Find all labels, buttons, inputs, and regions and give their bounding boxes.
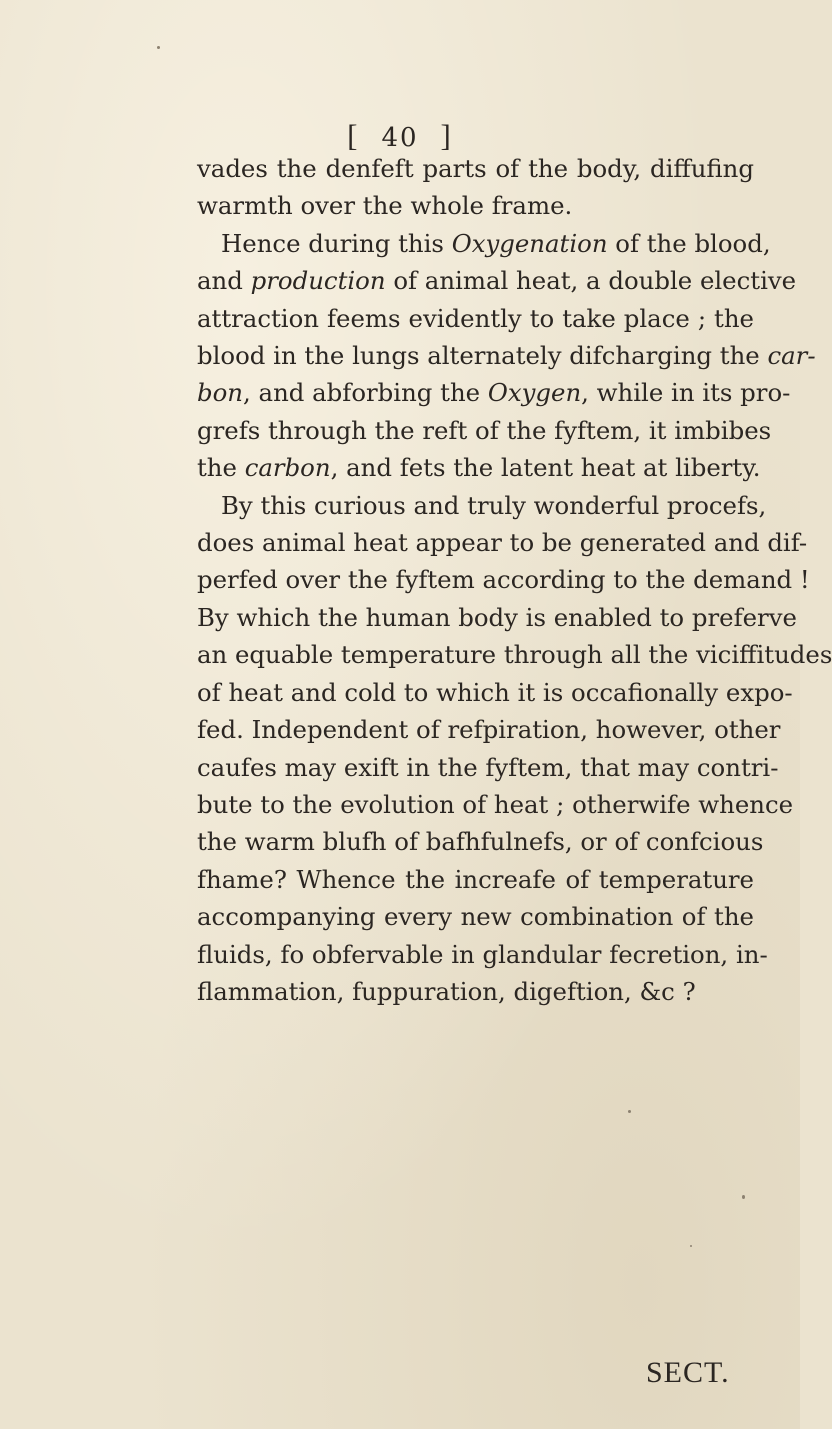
text-run: blood in the lungs alternately difcharging the — [197, 341, 768, 371]
text-line — [197, 225, 771, 262]
text-run: fhame? Whence the increafe of temperature — [197, 864, 754, 894]
page-number: 40 — [381, 123, 419, 153]
text-run: perfed over the fyftem according to the demand ! — [197, 565, 810, 595]
text-line — [197, 524, 808, 561]
text-line — [197, 898, 754, 935]
text-run: the warm blufh of bafhfulnefs, or of confcious — [197, 827, 764, 857]
text-line — [197, 449, 761, 486]
text-run: an equable temperature through all the viciffitudes — [197, 640, 832, 670]
italic-term: Oxygen — [487, 378, 582, 408]
text-line — [197, 599, 797, 636]
text-run: By this curious and truly wonderful procefs, — [221, 490, 767, 520]
italic-term: car- — [767, 341, 816, 371]
text-run: accompanying every new combination of the — [197, 902, 754, 932]
text-line — [197, 823, 764, 860]
header-open-bracket: [ — [347, 118, 360, 153]
paper-speck — [742, 1195, 745, 1199]
text-line — [197, 487, 767, 524]
italic-term: bon — [197, 378, 244, 408]
paper-speck — [628, 1110, 631, 1113]
header-close-bracket: ] — [440, 118, 453, 153]
text-line — [197, 636, 832, 673]
paper-speck — [690, 1245, 692, 1247]
text-run: By which the human body is enabled to preferve — [197, 602, 797, 632]
text-run: does animal heat appear to be generated and dif- — [197, 528, 808, 558]
text-run: of the blood, — [607, 228, 771, 258]
text-run: caufes may exift in the fyftem, that may contri- — [197, 752, 779, 782]
italic-term: Oxygenation — [451, 228, 608, 258]
body-text — [197, 150, 832, 1010]
text-line — [197, 786, 794, 823]
text-line — [197, 674, 793, 711]
text-run: the — [197, 453, 245, 483]
text-line — [197, 749, 779, 786]
text-line — [197, 936, 768, 973]
text-line — [197, 337, 816, 374]
italic-term: carbon — [244, 453, 331, 483]
paper-speck — [157, 46, 160, 49]
text-run: , and abforbing the — [243, 378, 488, 408]
text-line — [197, 374, 791, 411]
text-run: bute to the evolution of heat ; otherwife whence — [197, 789, 794, 819]
text-run: vades the denfeft parts of the body, diffufing — [197, 154, 754, 183]
text-line — [197, 973, 754, 1010]
text-run: of animal heat, a double elective — [385, 266, 797, 296]
text-run: grefs through the reft of the fyftem, it imbibes — [197, 415, 772, 445]
text-run: fed. Independent of refpiration, however, other — [197, 715, 781, 745]
text-run: , while in its pro- — [581, 378, 791, 408]
text-run: of heat and cold to which it is occafionally expo- — [197, 677, 793, 707]
text-run: Hence during this — [221, 228, 452, 258]
text-line — [197, 150, 754, 187]
text-run: and — [197, 266, 251, 296]
italic-term: production — [250, 266, 386, 296]
page-header — [0, 118, 800, 154]
text-line — [197, 561, 810, 598]
text-run: , and fets the latent heat at liberty. — [330, 453, 761, 483]
text-line — [197, 187, 754, 224]
text-line — [197, 412, 772, 449]
text-line — [197, 300, 754, 337]
text-line — [197, 262, 797, 299]
text-run: flammation, fuppuration, digeftion, &c ? — [197, 976, 696, 1006]
text-run: fluids, fo obfervable in glandular fecretion, in- — [197, 939, 768, 969]
text-run: attraction feems evidently to take place ; the — [197, 303, 754, 333]
text-line — [197, 711, 781, 748]
catchword: SECT. — [646, 1356, 730, 1389]
text-line — [197, 861, 754, 898]
text-run: warmth over the whole frame. — [197, 191, 573, 221]
